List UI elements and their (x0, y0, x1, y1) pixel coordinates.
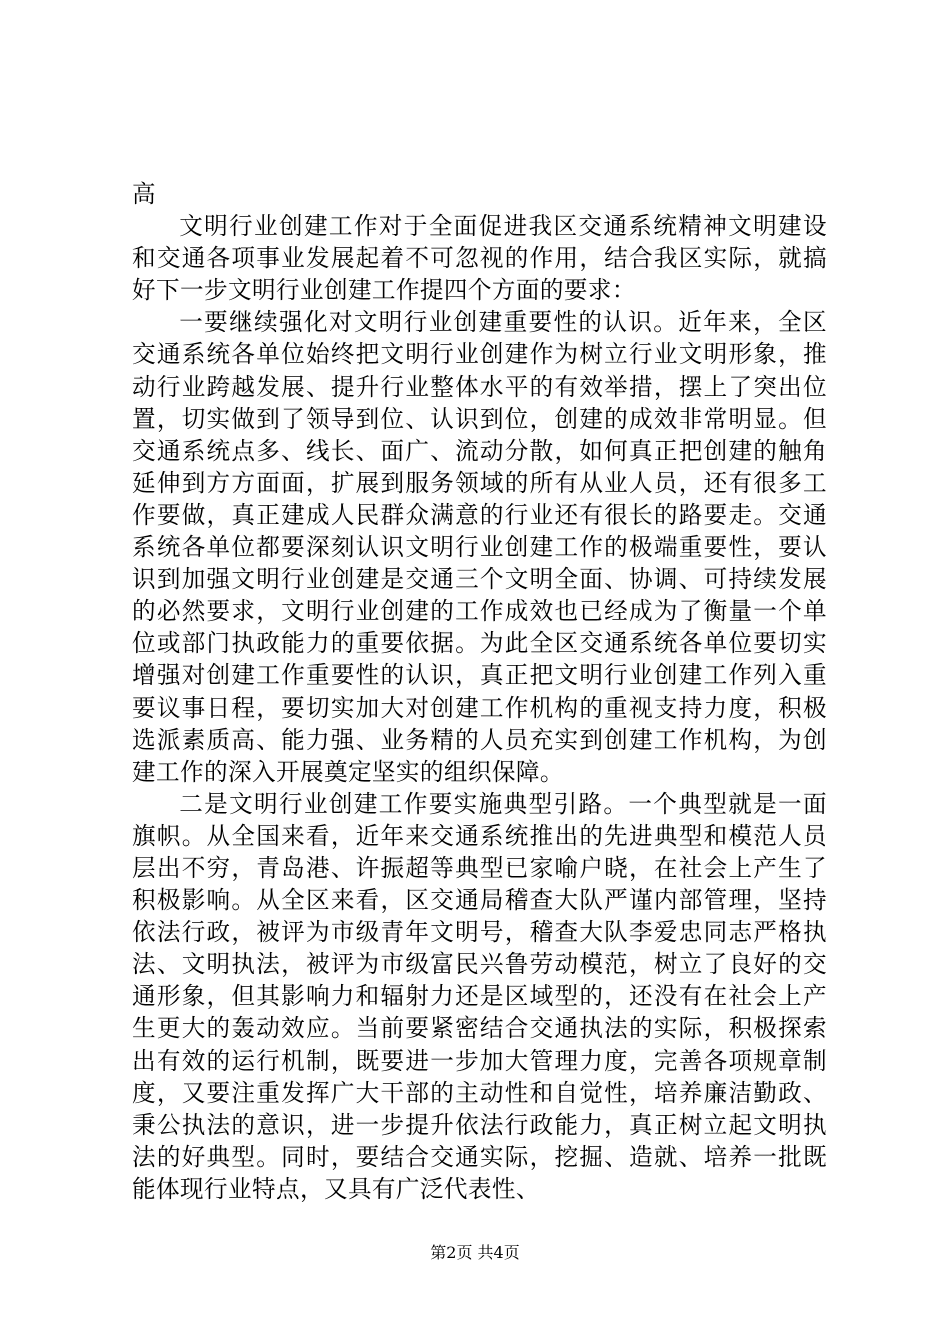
paragraph-point-two: 二是文明行业创建工作要实施典型引路。一个典型就是一面旗帜。从全国来看，近年来交通系统推出的先进典型和模范人员层出不穷，青岛港、许振超等典型已家喻户晓，在社会上产生了积极影响。从全区来看，区交通局稽查大队严谨内部管理，坚持依法行政，被评为市级青年文明号，稽查大队李爱忠同志严格执法、文明执法，被评为市级富民兴鲁劳动模范，树立了良好的交通形象，但其影响力和辐射力还是区域型的，还没有在社会上产生更大的轰动效应。当前要紧密结合交通执法的实际，积极探索出有效的运行机制，既要进一步加大管理力度，完善各项规章制度，又要注重发挥广大干部的主动性和自觉性，培养廉洁勤政、秉公执法的意识，进一步提升依法行政能力，真正树立起文明执法的好典型。同时，要结合交通实际，挖掘、造就、培养一批既能体现行业特点，又具有广泛代表性、 (132, 789, 827, 1203)
page-footer: 第2页 共4页 (430, 1243, 520, 1262)
paragraph-point-one: 一要继续强化对文明行业创建重要性的认识。近年来，全区交通系统各单位始终把文明行业创建作为树立行业文明形象，推动行业跨越发展、提升行业整体水平的有效举措，摆上了突出位置，切实做到了领导到位、认识到位，创建的成效非常明显。但交通系统点多、线长、面广、流动分散，如何真正把创建的触角延伸到方方面面，扩展到服务领域的所有从业人员，还有很多工作要做，真正建成人民群众满意的行业还有很长的路要走。交通系统各单位都要深刻认识文明行业创建工作的极端重要性，要认识到加强文明行业创建是交通三个文明全面、协调、可持续发展的必然要求，文明行业创建的工作成效也已经成为了衡量一个单位或部门执政能力的重要依据。为此全区交通系统各单位要切实增强对创建工作重要性的认识，真正把文明行业创建工作列入重要议事日程，要切实加大对创建工作机构的重视支持力度，积极选派素质高、能力强、业务精的人员充实到创建工作机构，为创建工作的深入开展奠定坚实的组织保障。 (132, 308, 827, 786)
paragraph-intro: 文明行业创建工作对于全面促进我区交通系统精神文明建设和交通各项事业发展起着不可忽视的作用，结合我区实际，就搞好下一步文明行业创建工作提四个方面的要求： (132, 212, 827, 305)
continued-fragment: 高 (132, 180, 156, 208)
document-body (132, 178, 827, 1205)
